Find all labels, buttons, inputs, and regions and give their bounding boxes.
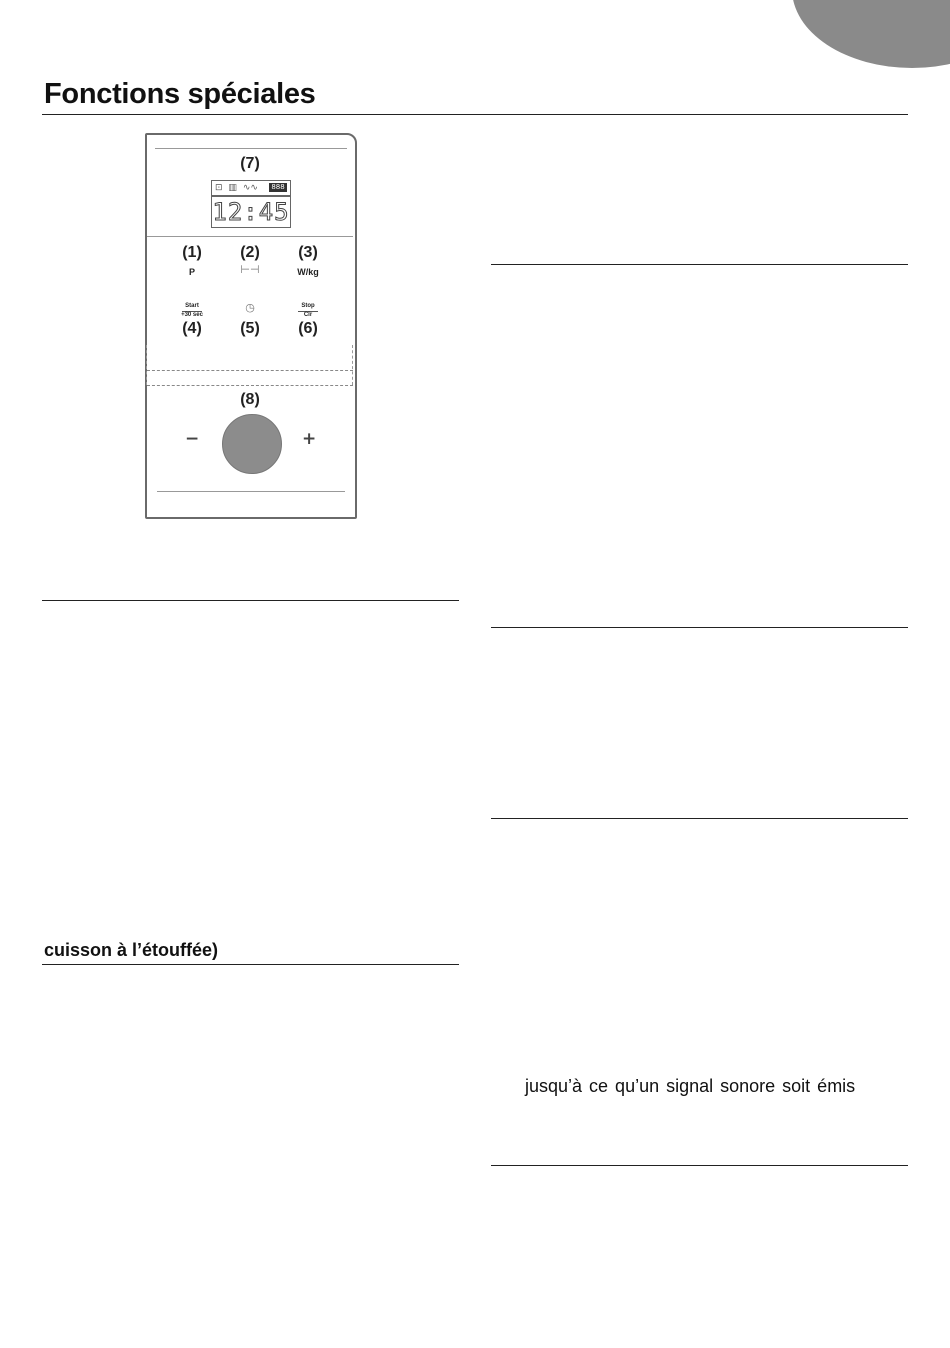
left-rule-2 <box>42 964 459 965</box>
display-pill: 888 <box>269 183 287 192</box>
page-title: Fonctions spéciales <box>44 78 316 110</box>
power-button[interactable]: P <box>188 267 195 277</box>
start-button-sublabel: +30 sec <box>181 312 203 318</box>
panel-dash-line-2 <box>147 385 353 386</box>
defrost-button-icon[interactable]: ⊢⊣ <box>240 263 260 276</box>
stop-button-label: Stop <box>301 303 315 309</box>
button-2-number: (2) <box>240 244 260 261</box>
right-rule-4 <box>491 1165 908 1166</box>
display-indicator-row <box>211 180 291 196</box>
minus-icon: − <box>185 429 200 449</box>
combi-icon: ▥ <box>228 183 237 193</box>
plus-icon: + <box>302 429 317 449</box>
knob-callout: (8) <box>240 391 260 408</box>
wave-icon: ∿∿ <box>242 183 258 193</box>
button-3-number: (3) <box>298 244 318 261</box>
weight-button[interactable]: W/kg <box>297 267 319 277</box>
button-6-number: (6) <box>298 320 318 337</box>
button-1-number: (1) <box>182 244 202 261</box>
start-button-label: Start <box>185 303 199 309</box>
right-rule-1 <box>491 264 908 265</box>
button-5-number: (5) <box>240 320 260 337</box>
title-rule <box>42 114 908 115</box>
control-panel-illustration <box>145 133 357 519</box>
control-knob[interactable] <box>222 414 282 474</box>
display-callout: (7) <box>240 155 260 172</box>
clock-button-icon[interactable]: ◷ <box>245 301 255 314</box>
page-corner-tab <box>792 0 950 68</box>
panel-top-line <box>155 148 347 149</box>
panel-right-dash <box>352 345 353 385</box>
right-rule-2 <box>491 627 908 628</box>
left-rule-1 <box>42 600 459 601</box>
panel-bottom-line <box>157 491 345 492</box>
body-text-line: jusqu’à ce qu’un signal sonore soit émis <box>525 1076 856 1096</box>
section-heading: cuisson à l’étouffée) <box>44 940 219 960</box>
stop-button-sublabel: Clr <box>303 312 313 318</box>
stop-button[interactable] <box>288 303 328 319</box>
button-4-number: (4) <box>182 320 202 337</box>
panel-display-line <box>147 236 353 237</box>
display-time: 12:45 <box>212 198 290 226</box>
panel-left-dash <box>146 345 147 385</box>
panel-dash-line-1 <box>147 370 353 371</box>
grill-icon: ⊡ <box>215 183 223 193</box>
right-rule-3 <box>491 818 908 819</box>
start-button[interactable] <box>172 303 212 319</box>
